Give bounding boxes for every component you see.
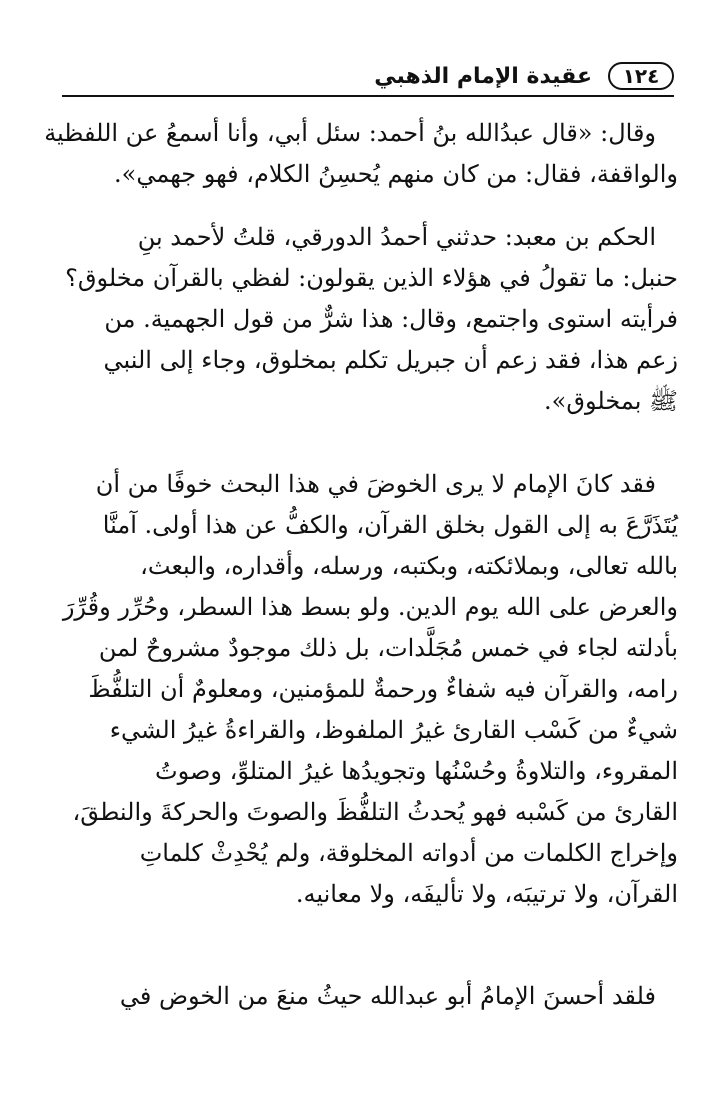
page-header <box>62 62 674 102</box>
text-line: شيءٌ من كَسْب القارئ غيرُ الملفوظ، والقراءةُ غيرُ الشيء <box>109 716 678 744</box>
text-line: فرأيته استوى واجتمع، وقال: هذا شرٌّ من قول الجهمية. من <box>104 305 678 333</box>
text-line: بأدلته لجاء في خمس مُجَلَّدات، بل ذلك موجودٌ مشروحٌ لمن <box>98 634 678 662</box>
text-line: زعم هذا، فقد زعم أن جبريل تكلم بمخلوق، وجاء إلى النبي <box>103 346 678 374</box>
text-line: المقروء، والتلاوةُ وحُسْنُها وتجويدُها غيرُ المتلوِّ، وصوتُ <box>155 757 678 785</box>
text-line: ﷺ بمخلوق». <box>544 387 678 415</box>
text-line: بالله تعالى، وبملائكته، وبكتبه، ورسله، وأقداره، والبعث، <box>140 552 678 580</box>
text-line: يُتَذَرَّعَ به إلى القول بخلق القرآن، والكفُّ عن هذا أولى. آمنَّا <box>102 511 678 539</box>
text-line: القارئ من كَسْبه فهو يُحدثُ التلفُّظَ والصوتَ والحركةَ والنطقَ، <box>72 798 678 826</box>
text-line: وإخراج الكلمات من أدواته المخلوقة، ولم يُحْدِثْ كلماتِ <box>139 839 678 867</box>
text-line: وقال: «قال عبدُالله بنُ أحمد: سئل أبي، وأنا أسمعُ عن اللفظية <box>44 119 656 147</box>
running-title: عقيدة الإمام الذهبي <box>374 64 592 89</box>
text-line: حنبل: ما تقولُ في هؤلاء الذين يقولون: لفظي بالقرآن مخلوق؟ <box>65 264 678 292</box>
paragraph-4 <box>60 976 678 1017</box>
header-rule <box>62 95 674 97</box>
page-number: ١٢٤ <box>608 62 674 90</box>
text-line: والعرض على الله يوم الدين. ولو بسط هذا السطر، وحُرِّر وقُرِّرَ <box>62 593 678 621</box>
text-line: فقد كانَ الإمام لا يرى الخوضَ في هذا البحث خوفًا من أن <box>95 470 656 498</box>
text-line: رامه، والقرآن فيه شفاءٌ ورحمةٌ للمؤمنين، ومعلومٌ أن التلفُّظَ <box>88 675 678 703</box>
text-line: القرآن، ولا ترتيبَه، ولا تأليفَه، ولا معانيه. <box>295 880 678 908</box>
text-line: فلقد أحسنَ الإمامُ أبو عبدالله حيثُ منعَ من الخوض في <box>119 982 656 1010</box>
paragraph-2 <box>60 217 678 422</box>
text-line: الحكم بن معبد: حدثني أحمدُ الدورقي، قلتُ لأحمد بنِ <box>137 223 656 251</box>
text-line: والواقفة، فقال: من كان منهم يُحسِنُ الكلام، فهو جهمي». <box>114 160 678 188</box>
paragraph-3 <box>60 464 678 915</box>
paragraph-1 <box>44 113 678 195</box>
